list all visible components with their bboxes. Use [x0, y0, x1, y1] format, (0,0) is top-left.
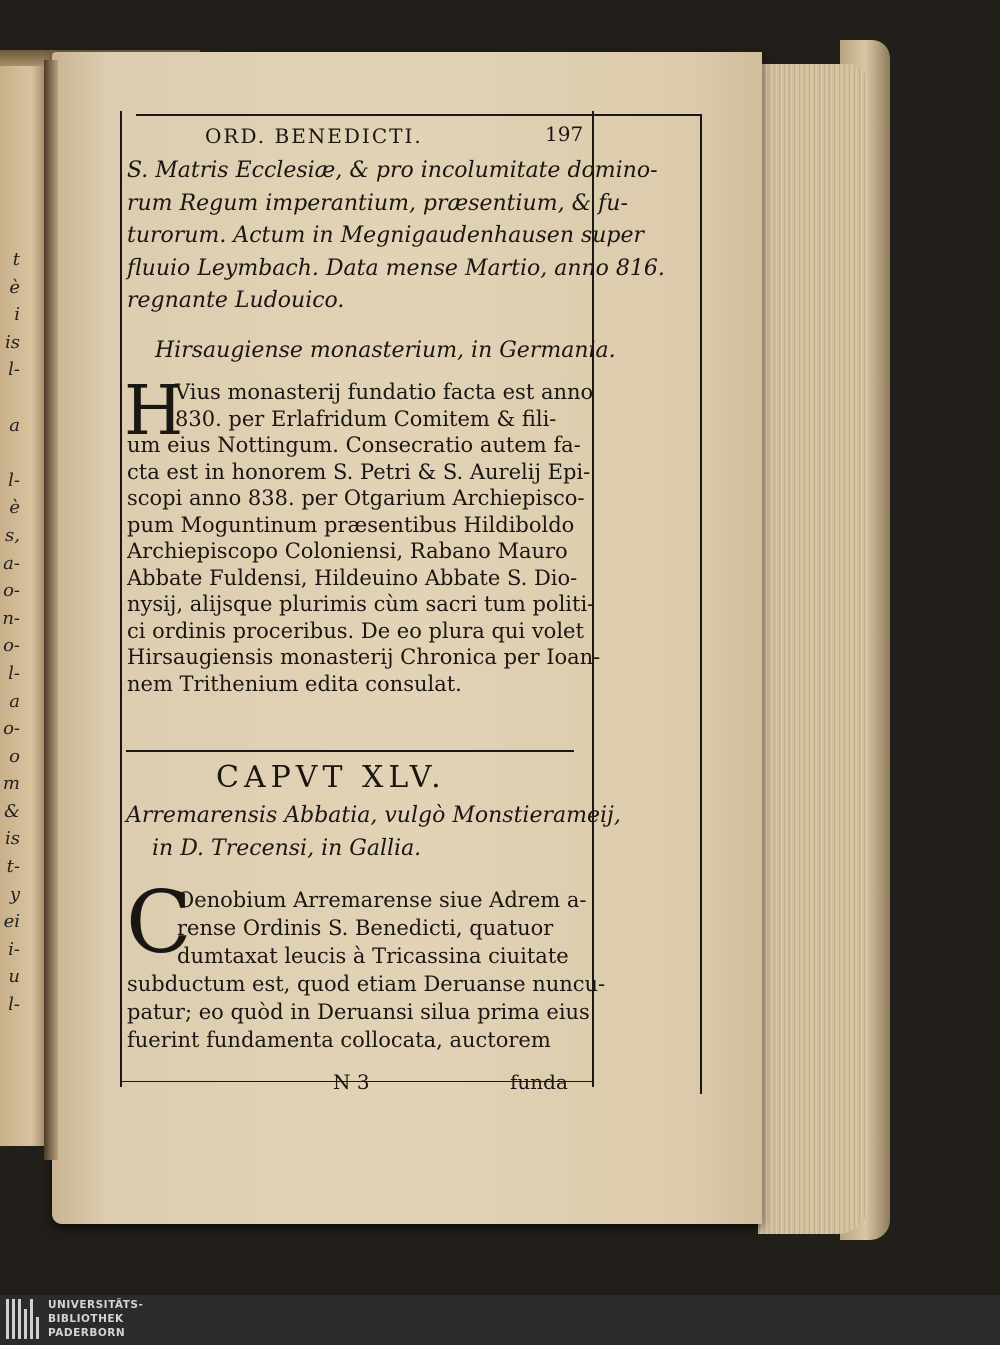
- gutter: [44, 60, 58, 1160]
- text-line: turorum. Actum in Megnigaudenhausen super: [127, 223, 645, 248]
- margin-fragment: s,: [5, 524, 20, 546]
- signature-mark: N 3: [333, 1070, 370, 1094]
- text-line: fluuio Leymbach. Data mense Martio, anno 816.: [127, 255, 665, 281]
- catchword: funda: [510, 1070, 568, 1094]
- text-line: pum Moguntinum præsentibus Hildiboldo: [127, 512, 575, 537]
- margin-fragment: l-: [8, 359, 20, 381]
- outer-right-rule: [700, 114, 702, 1094]
- text-line: nysij, alijsque plurimis cùm sacri tum politi-: [127, 592, 595, 616]
- text-line: Hirsaugiensis monasterij Chronica per Ioan-: [127, 645, 601, 669]
- text-line: nem Trithenium edita consulat.: [127, 671, 462, 696]
- logo-line: UNIVERSITÄTS-: [48, 1299, 144, 1311]
- text-line: rense Ordinis S. Benedicti, quatuor: [177, 916, 554, 940]
- margin-fragment: o-: [3, 718, 20, 740]
- margin-fragment: m: [2, 773, 20, 795]
- library-logo-icon: [6, 1299, 42, 1339]
- library-logo-text: [48, 1298, 143, 1340]
- text-line: Archiepiscopo Coloniensi, Rabano Mauro: [127, 539, 568, 563]
- page-edges: [758, 64, 868, 1234]
- margin-fragment: a: [9, 690, 20, 712]
- logo-line: PADERBORN: [48, 1327, 126, 1339]
- text-line: regnante Ludouico.: [127, 288, 345, 313]
- text-line: Oenobium Arremarense siue Adrem a-: [177, 888, 587, 912]
- text-line: Abbate Fuldensi, Hildeuino Abbate S. Dio-: [127, 565, 578, 590]
- page-number: 197: [545, 122, 584, 146]
- margin-fragment: o-: [3, 635, 20, 657]
- margin-fragment: &: [3, 800, 20, 822]
- margin-fragment: l-: [8, 662, 20, 684]
- text-line: um eius Nottingum. Consecratio autem fa-: [127, 433, 581, 457]
- chapter-title: CAPVT XLV.: [216, 760, 446, 795]
- chapter-subtitle: in D. Trecensi, in Gallia.: [152, 836, 422, 861]
- logo-line: BIBLIOTHEK: [48, 1313, 124, 1325]
- text-line: S. Matris Ecclesiæ, & pro incolumitate domino-: [127, 158, 658, 183]
- left-page-margin-text: [0, 246, 20, 1176]
- margin-fragment: is: [5, 828, 20, 850]
- margin-fragment: o: [9, 745, 20, 767]
- text-line: 830. per Erlafridum Comitem & fili-: [175, 406, 557, 431]
- margin-fragment: l-: [8, 994, 20, 1016]
- margin-fragment: [0, 384, 20, 412]
- running-head: ORD. BENEDICTI.: [205, 124, 423, 148]
- margin-fragment: i-: [8, 938, 20, 960]
- margin-fragment: l-: [8, 469, 20, 491]
- margin-fragment: ei: [3, 911, 20, 933]
- text-line: ci ordinis proceribus. De eo plura qui volet: [127, 618, 584, 643]
- margin-fragment: a: [9, 414, 20, 436]
- text-line: dumtaxat leucis à Tricassina ciuitate: [177, 944, 569, 968]
- section-heading: Hirsaugiense monasterium, in Germania.: [155, 338, 616, 363]
- text-line: subductum est, quod etiam Deruanse nuncu-: [127, 972, 606, 996]
- chapter-rule: [126, 750, 574, 752]
- text-line: fuerint fundamenta collocata, auctorem: [127, 1028, 551, 1052]
- margin-fragment: t: [12, 249, 20, 270]
- text-line: scopi anno 838. per Otgarium Archiepisco-: [127, 486, 585, 510]
- margin-fragment: t-: [6, 856, 20, 878]
- margin-fragment: [0, 439, 20, 467]
- library-footer: [0, 1295, 1000, 1345]
- drop-cap: H: [124, 372, 184, 451]
- chapter-subtitle: Arremarensis Abbatia, vulgò Monstierameij,: [126, 803, 621, 828]
- text-line: patur; eo quòd in Deruansi silua prima eius: [127, 1000, 590, 1024]
- drop-cap: C: [126, 873, 192, 973]
- margin-fragment: u: [8, 966, 20, 988]
- margin-fragment: i: [14, 304, 20, 326]
- margin-fragment: a-: [3, 552, 20, 574]
- text-line: Vius monasterij fundatio facta est anno: [175, 380, 594, 404]
- margin-fragment: is: [5, 331, 20, 353]
- text-line: rum Regum imperantium, præsentium, & fu-: [127, 190, 628, 216]
- margin-fragment: è: [9, 276, 20, 298]
- text-line: cta est in honorem S. Petri & S. Aurelij Epi-: [127, 459, 591, 484]
- margin-fragment: è: [9, 497, 20, 519]
- margin-fragment: o-: [3, 580, 20, 602]
- margin-fragment: n-: [2, 607, 20, 629]
- margin-fragment: y: [9, 883, 20, 905]
